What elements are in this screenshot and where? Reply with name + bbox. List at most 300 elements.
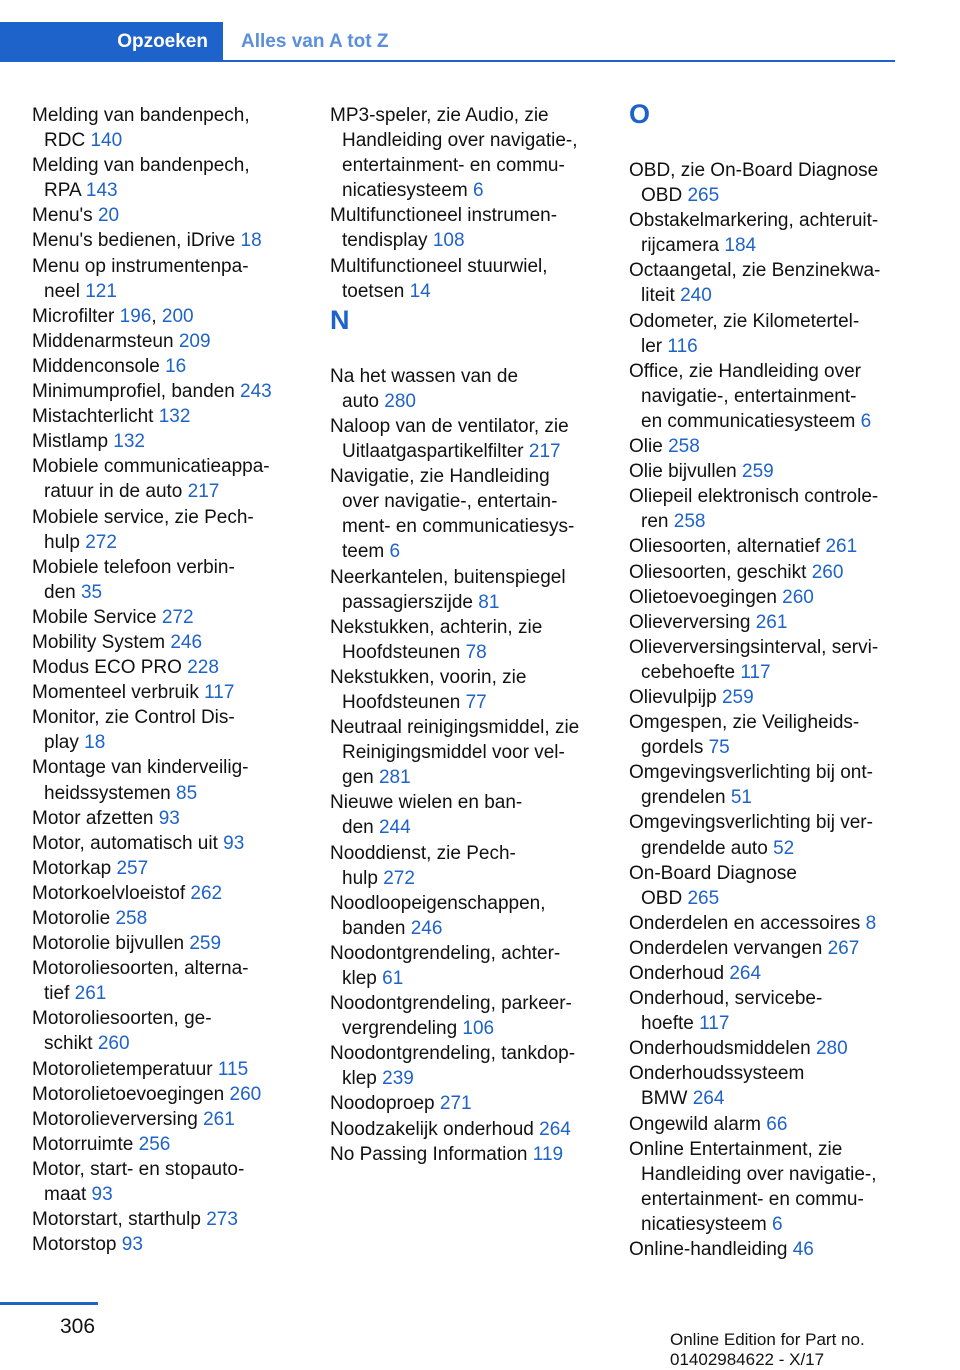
page-link[interactable]: 18 [84,732,106,754]
index-entry [32,228,302,253]
index-entry [32,354,302,379]
page-link[interactable]: 258 [115,908,148,929]
index-entry-text: Onderhoud, servicebe- [629,988,823,1010]
index-entry [629,158,899,208]
index-entry-text: ler [641,335,663,357]
index-entry [32,630,302,655]
page-link[interactable]: 246 [170,631,203,653]
index-entry-text: Onderhoudssysteem [629,1063,805,1085]
index-entry-text: Melding van bandenpech, [32,155,250,177]
page-link[interactable]: 272 [383,867,415,889]
index-entry-text: den [44,581,76,603]
index-entry-text: Olietoevoegingen [629,586,777,608]
index-entry [629,936,899,961]
page-link[interactable]: 132 [113,431,145,453]
index-entry [330,103,600,203]
page-link[interactable]: 244 [378,817,411,839]
index-entry-text: entertainment- en commu- [641,1188,864,1210]
index-entry [32,1107,302,1132]
page-link[interactable]: 140 [90,130,123,152]
index-entry-text: Multifunctioneel instrumen- [330,205,558,227]
index-entry-text: Online-handleiding [629,1239,788,1261]
index-entry-text: Naloop van de ventilator, zie [330,415,569,437]
page-link[interactable]: 246 [410,917,443,939]
page-link[interactable]: 265 [687,887,720,909]
page-link[interactable]: 93 [121,1234,143,1256]
index-entry [330,941,600,991]
index-column-1 [32,103,302,1257]
index-entry-text: tief [44,983,70,1005]
index-entry [32,1157,302,1207]
index-entry-text: Hoofdsteunen [342,691,461,713]
index-entry [32,429,302,454]
index-column-3 [629,99,899,1262]
index-entry [629,434,899,459]
page-link[interactable]: 46 [792,1239,814,1261]
page-link[interactable]: 273 [206,1209,238,1231]
index-entry-text: liteit [641,285,675,307]
page-link[interactable]: 61 [382,968,404,989]
index-entry [629,986,899,1036]
index-entry-text: rijcamera [641,235,720,257]
page-link[interactable]: 51 [730,787,752,809]
page-link[interactable]: 117 [699,1013,730,1035]
page-link[interactable]: 264 [692,1088,725,1110]
page-link[interactable]: 106 [462,1018,495,1040]
index-entry-text: Motor, automatisch uit [32,832,218,854]
index-entry-text: Mobiele communicatieappa- [32,456,270,478]
index-entry-text: Oliesoorten, geschikt [629,561,807,583]
index-entry-text: grendelen [641,787,726,809]
index-entry-text: Octaangetal, zie Benzinekwa- [629,260,881,282]
page-link[interactable]: 261 [755,611,788,633]
index-entry [629,560,899,585]
index-entry [32,881,302,906]
page-link[interactable]: 6 [771,1213,783,1235]
index-entry-text: gordels [641,737,704,759]
page-link[interactable]: 52 [773,837,795,859]
index-entry [629,1061,899,1111]
page-link[interactable]: 66 [766,1113,788,1135]
index-entry-text: Multifunctioneel stuurwiel, [330,255,548,277]
page-link[interactable]: 8 [865,912,877,934]
index-entry-text: Onderhoud [629,963,725,984]
index-entry [330,414,600,464]
page-link[interactable]: 200 [161,305,194,327]
page-link[interactable]: 117 [740,661,771,683]
index-entry-text: BMW [641,1088,688,1110]
index-entry-text: Olieverversing [629,611,751,633]
index-entry-text: gen [342,767,374,789]
index-entry-text: Olievulpijp [629,686,717,708]
index-entry-text: Nooddienst, zie Pech- [330,842,516,864]
index-entry-text: Noodontgrendeling, achter- [330,942,561,964]
index-entry-text: Motor afzetten [32,807,154,829]
index-entry [32,1082,302,1107]
page-link[interactable]: 78 [465,641,487,663]
index-entry [629,610,899,635]
header-tabbar [0,22,895,62]
page-link[interactable]: 257 [116,857,149,879]
page-link[interactable]: 6 [860,410,872,432]
index-entry-text: Motorstop [32,1234,117,1256]
page-link[interactable]: 240 [680,285,712,307]
index-entry-text: Motoroliesoorten, alterna- [32,958,249,980]
index-entry [629,534,899,559]
index-entry-text: neel [44,280,80,302]
page-link[interactable]: 260 [782,586,814,608]
index-entry-text: ment- en communicatiesys- [342,516,575,538]
index-entry [629,961,899,986]
page-link[interactable]: 75 [708,737,730,759]
index-entry-text: hulp [44,531,80,553]
index-entry-text: Neerkantelen, buitenspiegel [330,566,566,588]
index-entry-text: teem [342,541,385,563]
index-entry-text: toetsen [342,280,405,302]
index-entry [32,605,302,630]
page-link[interactable]: 272 [85,531,117,553]
index-entry [629,309,899,359]
index-entry-text: Obstakelmarkering, achteruit- [629,210,879,232]
index-entry [32,454,302,504]
index-entry-text: Menu op instrumentenpa- [32,255,249,277]
index-entry-text: passagierszijde [342,591,473,613]
page-link[interactable]: 6 [472,180,484,202]
index-entry-text: RPA [44,180,81,202]
page-link[interactable]: 108 [432,230,465,252]
index-entry-text: auto [342,390,379,412]
index-letter-heading: O [629,99,651,129]
page-link[interactable]: 262 [190,882,223,904]
page-number: 306 [60,1315,96,1338]
index-entry [32,956,302,1006]
page-link[interactable]: 260 [229,1083,262,1105]
index-entry-text: Motorolietemperatuur [32,1058,213,1080]
index-entry [330,1041,600,1091]
index-entry [629,685,899,710]
index-entry-text: Ongewild alarm [629,1113,761,1135]
index-entry-text: Na het wassen van de [330,365,519,387]
index-entry [629,1036,899,1061]
index-entry [32,680,302,705]
index-entry-text: banden [342,917,406,939]
index-entry-text: Montage van kinderveilig- [32,757,249,779]
page-link[interactable]: 239 [382,1068,414,1090]
index-entry [629,258,899,308]
index-entry-text: Handleiding over navigatie-, [641,1163,877,1185]
index-entry-text: Modus ECO PRO [32,657,182,679]
index-entry-text: Noodontgrendeling, parkeer- [330,993,572,1015]
index-entry-text: over navigatie-, entertain- [342,491,558,513]
index-entry [32,931,302,956]
index-entry-text: Onderdelen vervangen [629,937,823,959]
page-link[interactable]: 261 [825,536,858,558]
page-link[interactable]: 85 [176,782,198,804]
index-entry [32,379,302,404]
index-entry [629,585,899,610]
page-link[interactable]: 93 [223,832,245,854]
index-entry-text: tendisplay [342,230,428,252]
index-entry-text: Microfilter [32,305,115,327]
index-entry-text: Menu's bedienen, iDrive [32,230,236,252]
page-link[interactable]: 143 [85,180,118,202]
index-entry-text: Noodontgrendeling, tankdop- [330,1043,576,1065]
page-link[interactable]: 260 [811,561,844,583]
index-entry-text: navigatie-, entertainment- [641,385,857,407]
page-link[interactable]: 264 [729,963,762,984]
index-entry-text: Mobile Service [32,606,157,628]
index-entry [32,655,302,680]
index-entry-text: Onderdelen en accessoires [629,912,861,934]
tab-alles-van-a-tot-z[interactable]: Alles van A tot Z [241,31,389,52]
index-entry-text: Nekstukken, achterin, zie [330,616,543,638]
index-entry [629,1112,899,1137]
index-entry-text: Office, zie Handleiding over [629,360,861,382]
page-link[interactable]: 261 [203,1108,235,1130]
index-entry-text: Handleiding over navigatie-, [342,130,578,152]
index-entry [330,841,600,891]
index-entry-text: cebehoefte [641,661,736,683]
page-link[interactable]: 259 [742,461,774,483]
index-entry [32,404,302,429]
index-entry-text: grendelde auto [641,837,768,859]
index-entry [32,329,302,354]
index-entry-text: Online Entertainment, zie [629,1138,843,1160]
index-column-2 [330,103,600,1167]
index-entry [330,254,600,304]
index-entry [32,203,302,228]
index-entry [32,505,302,555]
index-entry [32,1232,302,1257]
page-link[interactable]: 20 [97,205,120,227]
page-link[interactable]: 217 [528,441,561,463]
index-entry-text: Middenconsole [32,355,160,377]
index-entry [32,906,302,931]
index-entry-text: Reinigingsmiddel voor vel- [342,742,565,764]
index-entry-text: Omgespen, zie Veiligheids- [629,712,860,734]
index-entry [629,359,899,434]
index-entry [32,806,302,831]
index-entry [32,856,302,881]
index-entry-text: Omgevingsverlichting bij ont- [629,762,873,784]
index-entry-text: Odometer, zie Kilometertel- [629,310,860,332]
index-entry-text: Motorolie bijvullen [32,933,185,955]
page-link[interactable]: 35 [80,581,103,603]
index-entry-text: klep [342,1068,377,1090]
index-entry-text: OBD [641,185,683,207]
index-entry-text: vergrendeling [342,1018,458,1040]
page-link[interactable]: 280 [815,1038,848,1060]
index-entry-text: Olie bijvullen [629,461,737,483]
index-entry [32,1057,302,1082]
page-link[interactable]: 116 [667,335,698,357]
index-entry [629,710,899,760]
index-entry-text: play [44,732,79,754]
index-entry-text: Uitlaatgaspartikelfilter [342,441,524,463]
index-entry [32,755,302,805]
index-entry [629,635,899,685]
index-entry: Microfilter 196, 200 [32,305,194,327]
index-entry-text: Noodloopeigenschappen, [330,892,546,914]
index-entry [32,103,302,153]
index-entry [629,1237,899,1262]
page-link[interactable]: 14 [409,280,431,302]
index-entry-text: Melding van bandenpech, [32,105,250,126]
index-entry [629,911,899,936]
index-entry [32,1207,302,1232]
index-entry-text: ratuur in de auto [44,481,183,503]
index-entry [32,1006,302,1056]
index-entry-text: entertainment- en commu- [342,155,565,177]
index-entry-text: Motor, start- en stopauto- [32,1158,245,1180]
index-entry [32,153,302,203]
index-entry-text: Nieuwe wielen en ban- [330,792,523,814]
index-entry [32,1132,302,1157]
index-entry [629,208,899,258]
page-link[interactable]: 93 [91,1184,113,1206]
index-entry-text: ren [641,511,669,533]
index-entry [629,1137,899,1237]
tab-opzoeken[interactable]: Opzoeken [0,22,223,62]
index-entry-text: hulp [342,867,378,889]
index-entry-text: Mistachterlicht [32,406,154,428]
index-entry-text: Mobility System [32,631,166,653]
page-link[interactable]: 272 [161,606,194,628]
index-entry [330,891,600,941]
index-entry-text: Navigatie, zie Handleiding [330,466,550,488]
index-entry [330,464,600,564]
page-link[interactable]: 117 [204,682,235,704]
index-entry [32,831,302,856]
page-link[interactable]: 259 [189,933,222,955]
index-entry-text: Oliesoorten, alternatief [629,536,821,558]
page-link[interactable]: 260 [97,1033,130,1055]
index-entry [330,665,600,715]
index-entry-text: nicatiesysteem [342,180,468,202]
footer-accent-line [0,1302,98,1305]
index-entry-text: heidssystemen [44,782,171,804]
index-entry-text: MP3-speler, zie Audio, zie [330,105,549,126]
index-entry-text: Monitor, zie Control Dis- [32,707,235,729]
page-link[interactable]: 196 [119,305,152,327]
page-link[interactable]: 228 [187,657,219,679]
page-link[interactable]: 77 [465,691,487,713]
index-entry [330,1117,600,1142]
page-link[interactable]: 209 [178,330,211,352]
page-link[interactable]: 18 [240,230,262,252]
index-entry [629,484,899,534]
index-entry [629,861,899,911]
page-link[interactable]: 258 [673,511,706,533]
index-entry-text: Motorolie [32,908,111,929]
index-entry [330,715,600,790]
index-entry-text: schikt [44,1033,93,1055]
page-link[interactable]: 6 [389,541,401,563]
index-entry-text: No Passing Information [330,1143,528,1165]
index-entry [330,1091,600,1116]
edition-footer: Online Edition for Part no. 01402984622 - X/17 [670,1330,865,1369]
index-entry-text: Minimumprofiel, banden [32,381,235,403]
index-entry-text: Nekstukken, voorin, zie [330,666,527,688]
page-link[interactable]: 93 [158,807,180,829]
index-entry [330,565,600,615]
index-entry-text: Onderhoudsmiddelen [629,1038,811,1060]
index-entry-text: Motorkoelvloeistof [32,882,186,904]
index-entry-text: Mobiele service, zie Pech- [32,506,254,528]
index-entry-text: Mistlamp [32,431,109,453]
index-entry [629,459,899,484]
tab-underline [223,60,895,62]
index-entry-text: Motorstart, starthulp [32,1209,201,1231]
page-link[interactable]: 265 [687,185,720,207]
index-entry-text: en communicatiesysteem [641,410,856,432]
index-entry-text: Motorruimte [32,1133,134,1155]
page-link[interactable]: 264 [539,1118,571,1140]
page-link[interactable]: 271 [439,1093,472,1115]
page-link[interactable]: 243 [240,381,272,403]
page-link[interactable]: 16 [165,355,187,377]
page-link[interactable]: 267 [827,937,860,959]
index-entry-text: Noodoproep [330,1093,435,1115]
page-link[interactable]: 280 [384,390,416,412]
index-entry-text: On-Board Diagnose [629,862,797,884]
index-entry [330,991,600,1041]
page-link[interactable]: 281 [378,767,411,789]
index-entry [330,615,600,665]
index-entry [32,705,302,755]
index-entry [629,810,899,860]
index-entry-text: Olie [629,436,663,458]
index-entry-text: den [342,817,374,839]
page-link[interactable]: 184 [724,235,757,257]
index-entry [330,1142,600,1167]
index-entry-text: Momenteel verbruik [32,682,199,704]
page-link[interactable]: 115 [217,1058,249,1080]
index-entry [32,555,302,605]
index-entry [330,790,600,840]
index-entry-text: Motorolieverversing [32,1108,198,1130]
index-entry-text: Motoroliesoorten, ge- [32,1008,212,1030]
index-entry-text: OBD, zie On-Board Diagnose [629,160,879,181]
page-link[interactable]: 261 [74,983,107,1005]
index-letter-heading: N [330,304,350,335]
index-entry-text: Middenarmsteun [32,330,174,352]
index-entry-text: klep [342,968,377,989]
index-entry [330,364,600,414]
page-link[interactable]: 258 [668,436,700,458]
index-entry-text: Noodzakelijk onderhoud [330,1118,534,1140]
index-entry [32,254,302,304]
page-link[interactable]: 132 [158,406,191,428]
index-entry-text: Mobiele telefoon verbin- [32,556,235,578]
index-entry-text: nicatiesysteem [641,1213,767,1235]
page-link[interactable]: 119 [532,1143,564,1165]
page-link[interactable]: 81 [478,591,500,613]
index-entry-text: Motorolietoevoegingen [32,1083,225,1105]
page-link[interactable]: 121 [85,280,117,302]
index-entry-text: RDC [44,130,86,152]
index-entry-text: OBD [641,887,683,909]
page-link[interactable]: 256 [138,1133,171,1155]
index-entry-text: Neutraal reinigingsmiddel, zie [330,717,580,739]
page-link[interactable]: 217 [187,481,220,503]
index-entry-text: Motorkap [32,857,112,879]
index-entry-text: maat [44,1184,87,1206]
index-entry-text: hoefte [641,1013,694,1035]
index-entry-text: Hoofdsteunen [342,641,461,663]
index-entry-text: Menu's [32,205,93,227]
page-link[interactable]: 259 [721,686,754,708]
